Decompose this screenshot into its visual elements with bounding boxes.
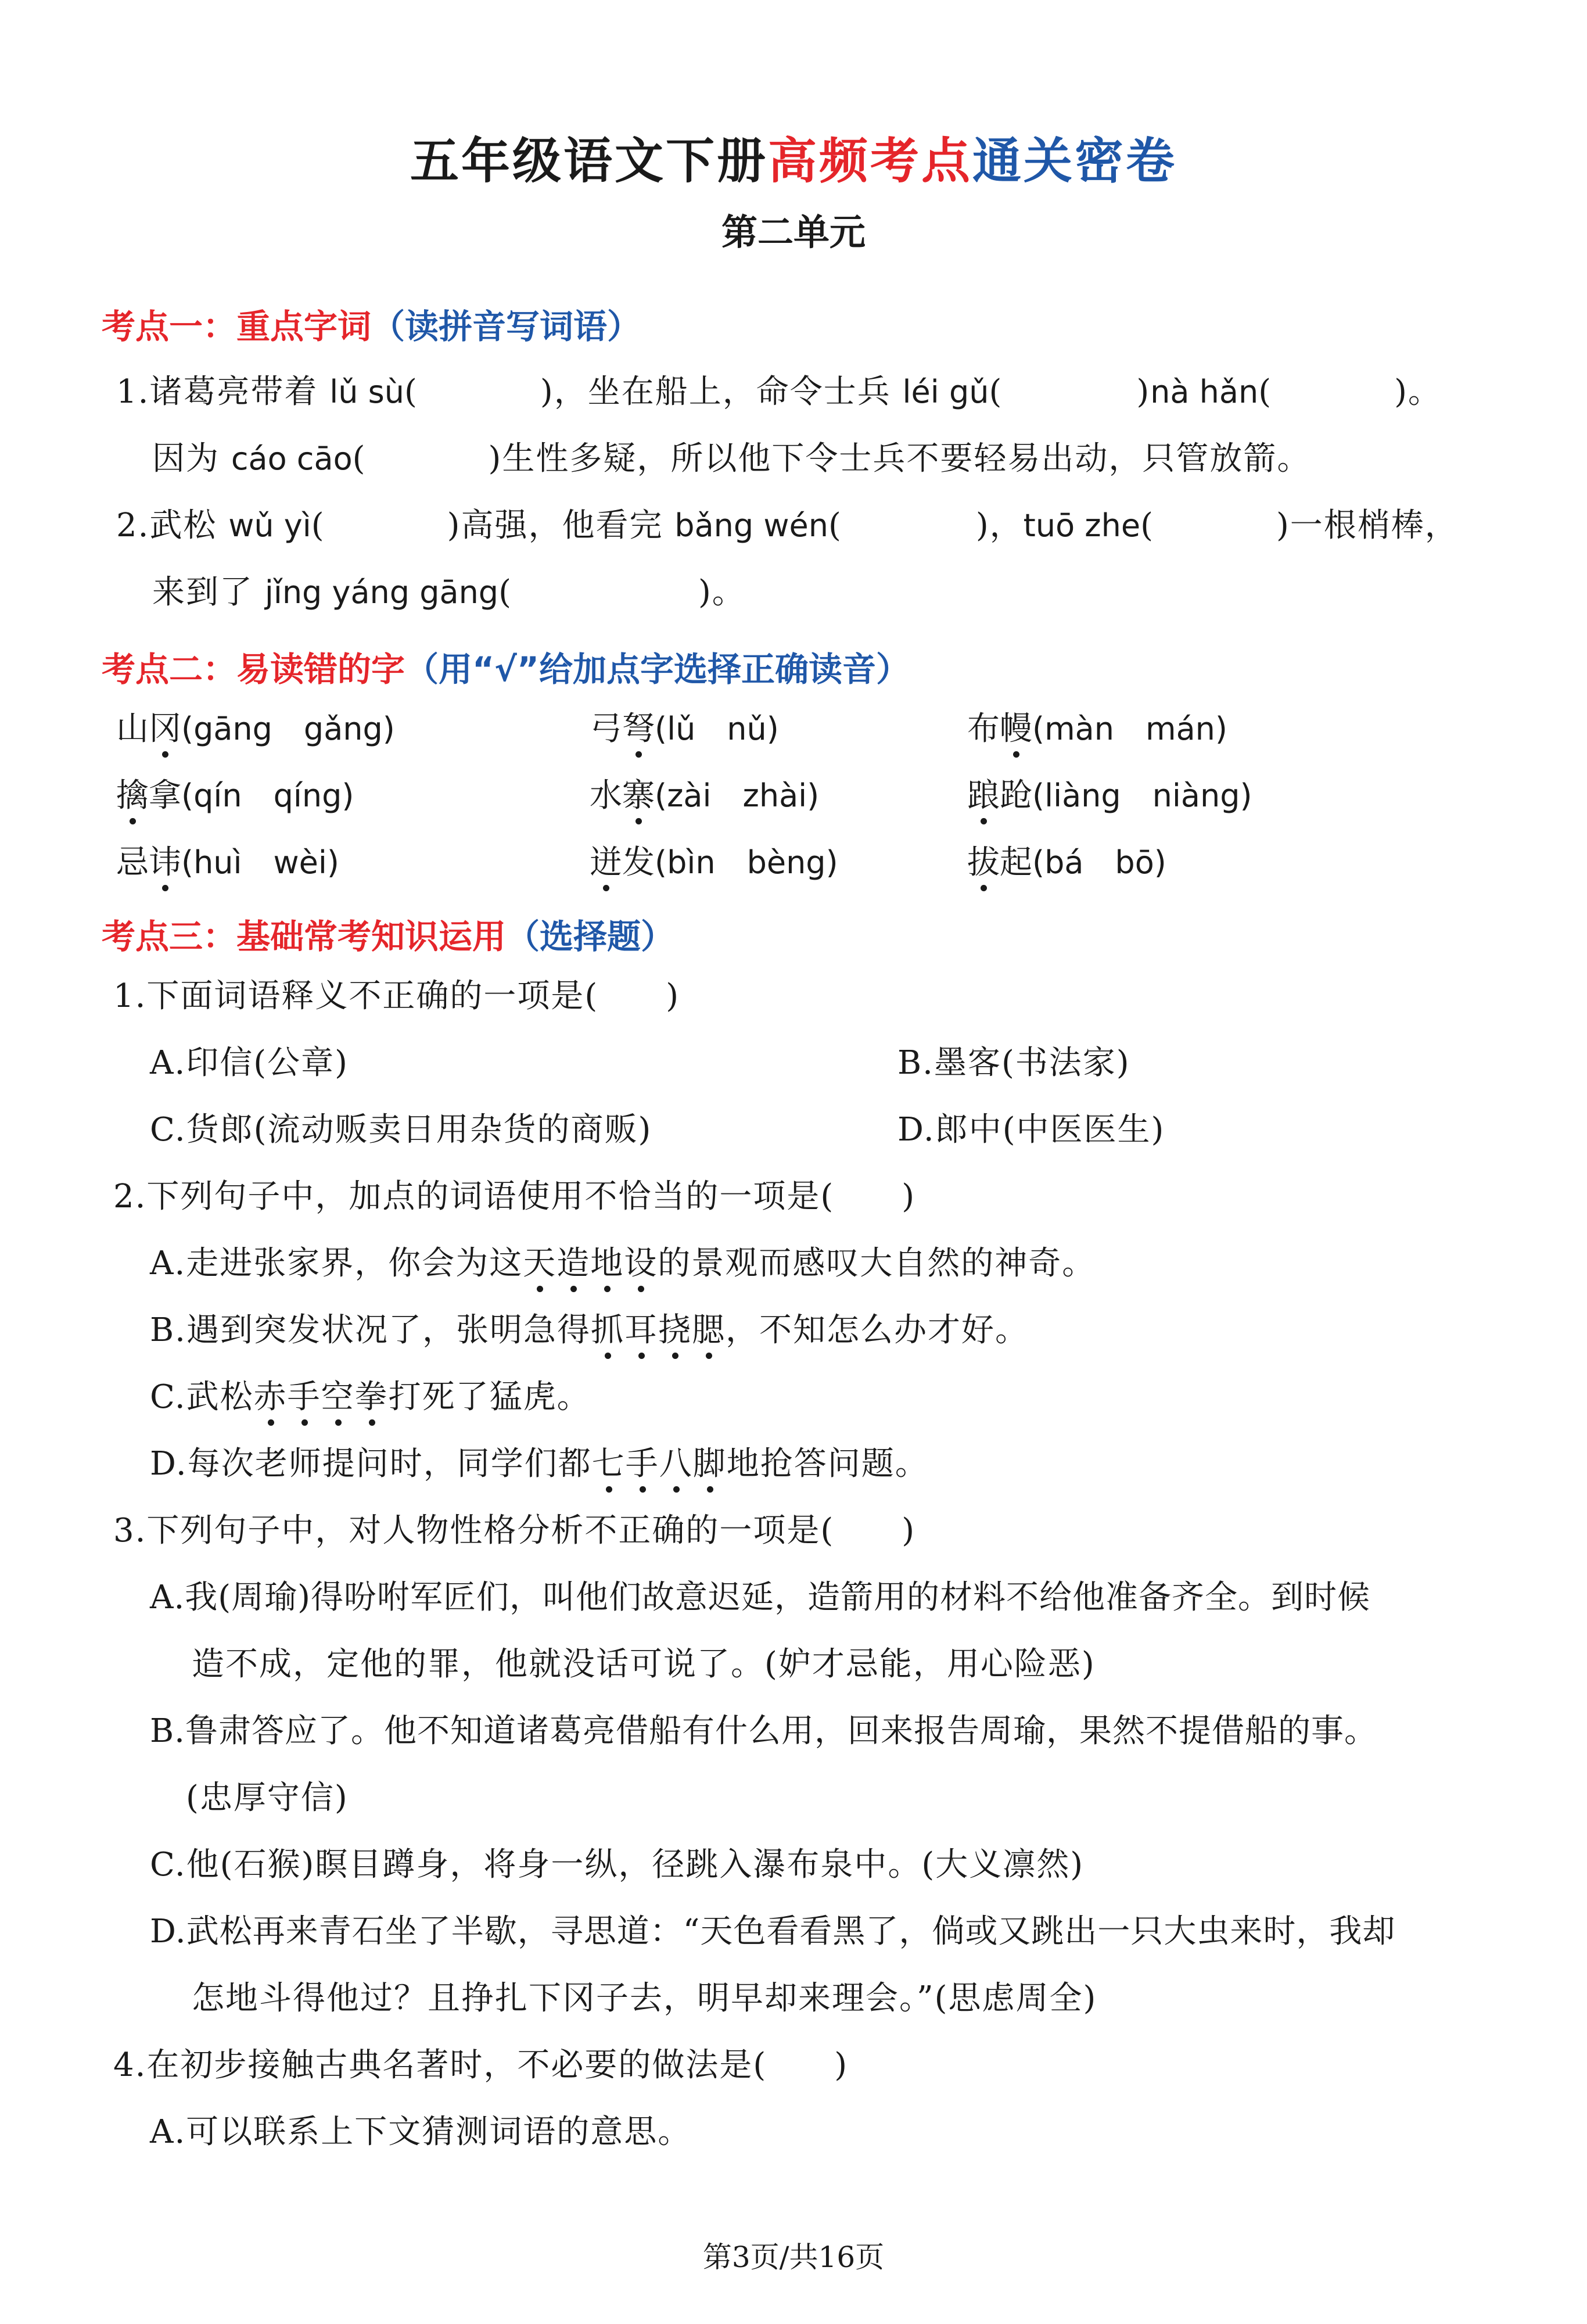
s3-question-2: 2.下列句子中，加点的词语使用不恰当的一项是( ) bbox=[113, 1178, 916, 1215]
title-part-red: 高频考点 bbox=[767, 132, 972, 189]
section-3-label: 考点三：基础常考知识运用 bbox=[102, 917, 507, 956]
pinyin-prompt: cáo cāo bbox=[231, 440, 353, 477]
pronunciation-item: 水寨(zài zhài) bbox=[590, 770, 819, 816]
pinyin-prompt: tuō zhe bbox=[1023, 507, 1141, 544]
s1-question-2-line-2: 来到了 jǐng yáng gāng( )。 bbox=[152, 573, 746, 611]
title-part-black: 五年级语文下册 bbox=[410, 132, 768, 189]
title-part-blue: 通关密卷 bbox=[972, 132, 1177, 189]
unit-subtitle: 第二单元 bbox=[721, 211, 866, 253]
s3-q3-option-a-line-2: 造不成，定他的罪，他就没话可说了。(妒才忌能，用心险恶) bbox=[192, 1645, 1096, 1683]
s3-q3-option-c: C.他(石猴)瞑目蹲身，将身一纵，径跳入瀑布泉中。(大义凛然) bbox=[150, 1846, 1085, 1884]
s3-q3-option-d-line-1: D.武松再来青石坐了半歇，寻思道：“天色看看黑了，倘或又跳出一只大虫来时，我却 bbox=[150, 1913, 1396, 1950]
section-3-instruction: （选择题） bbox=[506, 917, 675, 956]
section-3-heading bbox=[102, 909, 674, 958]
pinyin-prompt: bǎng wén bbox=[674, 507, 828, 544]
section-1-label: 考点一：重点字词 bbox=[102, 307, 372, 346]
page-title bbox=[0, 122, 1587, 192]
s3-q1-option-c: C.货郎(流动贩卖日用杂货的商贩) bbox=[150, 1111, 652, 1149]
s3-q3-option-d-line-2: 怎地斗得他过？且挣扎下冈子去，明早却来理会。”(思虑周全) bbox=[192, 1979, 1097, 2017]
section-1-instruction: （读拼音写词语） bbox=[371, 307, 641, 346]
pronunciation-item: 忌讳(huì wèi) bbox=[116, 837, 339, 883]
pronunciation-item: 布幔(màn mán) bbox=[967, 703, 1227, 749]
s3-q3-option-b-line-1: B.鲁肃答应了。他不知道诸葛亮借船有什么用，回来报告周瑜，果然不提借船的事。 bbox=[150, 1712, 1377, 1750]
s3-q3-option-a-line-1: A.我(周瑜)得吩咐军匠们，叫他们故意迟延，造箭用的材料不给他准备齐全。到时候 bbox=[150, 1579, 1370, 1616]
pronunciation-item: 弓弩(lǔ nǔ) bbox=[590, 703, 779, 749]
s3-q2-option-a: A.走进张家界，你会为这天造地设的景观而感叹大自然的神奇。 bbox=[150, 1238, 1096, 1284]
s3-q3-option-b-line-2: (忠厚守信) bbox=[186, 1779, 349, 1817]
s3-q2-option-b: B.遇到突发状况了，张明急得抓耳挠腮，不知怎么办才好。 bbox=[150, 1304, 1029, 1351]
s3-q1-option-a: A.印信(公章) bbox=[150, 1044, 349, 1082]
s3-q4-option-a: A.可以联系上下文猜测词语的意思。 bbox=[150, 2113, 692, 2151]
s3-q1-option-b: B.墨客(书法家) bbox=[897, 1044, 1130, 1082]
section-1-heading bbox=[102, 299, 641, 348]
page-number: 第3页/共16页 bbox=[702, 2240, 885, 2274]
pronunciation-item: 踉跄(liàng niàng) bbox=[967, 770, 1252, 816]
s3-question-1: 1.下面词语释义不正确的一项是( ) bbox=[113, 977, 680, 1015]
s3-q2-option-c: C.武松赤手空拳打死了猛虎。 bbox=[150, 1371, 591, 1418]
section-2-instruction: （用“√”给加点字选择正确读音） bbox=[405, 650, 910, 689]
s1-question-1-line-1: 1.诸葛亮带着 lǔ sù( )，坐在船上，命令士兵 léi gǔ( )nà hǎn( )。 bbox=[116, 373, 1442, 411]
s3-question-4: 4.在初步接触古典名著时，不必要的做法是( ) bbox=[113, 2046, 849, 2084]
s1-question-2-line-1: 2.武松 wǔ yì( )高强，他看完 bǎng wén( )，tuō zhe( )一根梢棒， bbox=[116, 507, 1459, 544]
pronunciation-item: 拔起(bá bō) bbox=[967, 837, 1166, 883]
s3-q1-option-d: D.郎中(中医医生) bbox=[897, 1111, 1165, 1149]
pinyin-prompt: jǐng yáng gāng bbox=[264, 574, 499, 611]
s3-q2-option-d: D.每次老师提问时，同学们都七手八脚地抢答问题。 bbox=[150, 1438, 929, 1484]
pronunciation-item: 山冈(gāng gǎng) bbox=[116, 703, 395, 749]
pinyin-prompt: nà hǎn bbox=[1150, 374, 1259, 410]
pinyin-prompt: lǔ sù bbox=[329, 374, 405, 410]
pronunciation-item: 迸发(bìn bèng) bbox=[590, 837, 838, 883]
s1-question-1-line-2: 因为 cáo cāo( )生性多疑，所以他下令士兵不要轻易出动，只管放箭。 bbox=[152, 440, 1311, 478]
pinyin-prompt: léi gǔ bbox=[902, 374, 989, 410]
s3-question-3: 3.下列句子中，对人物性格分析不正确的一项是( ) bbox=[113, 1512, 916, 1550]
section-2-label: 考点二：易读错的字 bbox=[102, 650, 405, 689]
pronunciation-item: 擒拿(qín qíng) bbox=[116, 770, 354, 816]
pinyin-prompt: wǔ yì bbox=[228, 507, 311, 544]
section-2-heading bbox=[102, 642, 910, 691]
